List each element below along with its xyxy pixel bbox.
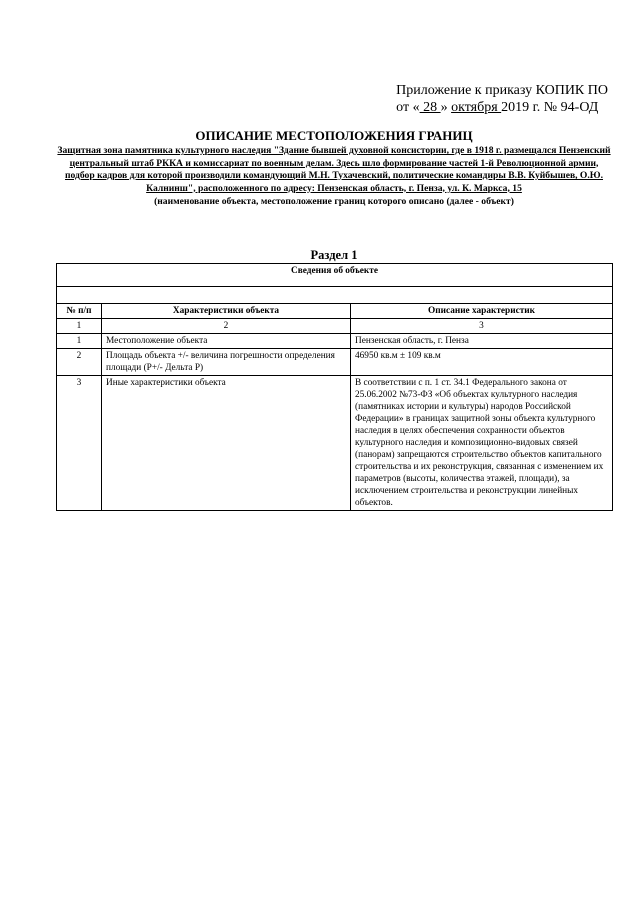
table-row xyxy=(57,376,613,511)
row-number: 1 xyxy=(57,334,102,349)
row-characteristic: Местоположение объекта xyxy=(102,334,351,349)
appendix-day: 28 xyxy=(419,100,441,115)
numbering-cell: 3 xyxy=(351,319,613,334)
column-header-characteristic: Характеристики объекта xyxy=(102,304,351,319)
row-characteristic: Площадь объекта +/- величина погрешности определения площади (Р+/- Дельта Р) xyxy=(102,349,351,376)
table-caption: Сведения об объекте xyxy=(57,264,613,287)
row-description: Пензенская область, г. Пенза xyxy=(351,334,613,349)
appendix-ot: от « xyxy=(396,100,420,115)
row-number: 2 xyxy=(57,349,102,376)
numbering-cell: 1 xyxy=(57,319,102,334)
row-description: 46950 кв.м ± 109 кв.м xyxy=(351,349,613,376)
appendix-mid: » xyxy=(440,100,452,115)
appendix-note xyxy=(396,82,608,116)
row-characteristic: Иные характеристики объекта xyxy=(102,376,351,511)
table-row xyxy=(57,334,613,349)
table-row xyxy=(57,349,613,376)
appendix-month: октября xyxy=(451,100,502,115)
section-title: Раздел 1 xyxy=(310,248,358,262)
object-description: Защитная зона памятника культурного наследия "Здание бывшей духовной консистории, где в 1918 г. размещался Пензенский центральный штаб РККА и комиссариат по военным делам. Здесь шло формирование частей 1-й Революционной армии, подбор кадров для которой производили командующий М.Н. Тухачевский, политические командиры В.В. Куйбышев, О.Ю. Калнинш", расположенного по адресу: Пензенская область, г. Пенза, ул. К. Маркса, 15 xyxy=(57,145,611,194)
column-header-number: № п/п xyxy=(57,304,102,319)
table-header-row xyxy=(57,304,613,319)
document-title: ОПИСАНИЕ МЕСТОПОЛОЖЕНИЯ ГРАНИЦ xyxy=(195,128,473,143)
table-spacer-row xyxy=(57,287,613,304)
object-description-note: (наименование объекта, местоположение границ которого описано (далее - объект) xyxy=(154,196,514,207)
object-info-table xyxy=(56,263,613,511)
table-numbering-row xyxy=(57,319,613,334)
document-header xyxy=(56,128,612,209)
row-number: 3 xyxy=(57,376,102,511)
table-spacer-cell xyxy=(57,287,613,304)
appendix-line-1: Приложение к приказу КОПИК ПО xyxy=(396,83,608,98)
row-description: В соответствии с п. 1 ст. 34.1 Федерального закона от 25.06.2002 №73-ФЗ «Об объектах культурного наследия (памятниках истории и культуры) народов Российской Федерации» в границах защитной зоны объекта культурного наследия в целях обеспечения сохранности объектов культурного наследия и композиционно-видовых связей (панорам) запрещаются строительство объектов капитального строительства и их реконструкция, связанная с изменением их параметров (высоты, количества этажей, площади), за исключением строительства и реконструкции линейных объектов. xyxy=(351,376,613,511)
appendix-year-number: 2019 г. № 94-ОД xyxy=(501,100,599,115)
numbering-cell: 2 xyxy=(102,319,351,334)
column-header-description: Описание характеристик xyxy=(351,304,613,319)
table-caption-row xyxy=(57,264,613,287)
appendix-line-2 xyxy=(396,99,608,116)
